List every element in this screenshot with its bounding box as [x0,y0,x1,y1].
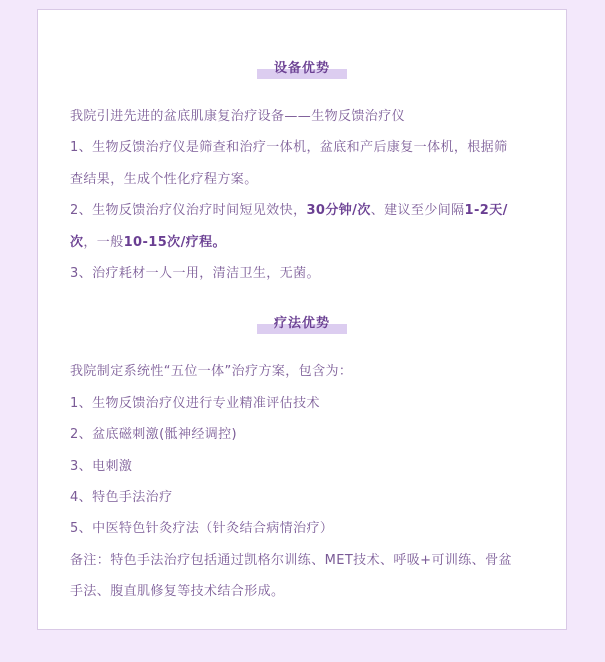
equipment-item-2-line-1 [70,203,540,219]
treatment-interval: 1-2天/ [464,203,508,218]
therapy-item: 4、特色手法治疗 [70,490,173,505]
equipment-item-3: 3、治疗耗材一人一用，清洁卫生，无菌。 [70,266,320,281]
equipment-item-2-text: 2、生物反馈治疗仪治疗时间短见效快， [70,203,307,218]
equipment-item-1-line-1: 1、生物反馈治疗仪是筛查和治疗一体机，盆底和产后康复一体机，根据筛 [70,140,508,155]
therapy-note-line-1: 备注：特色手法治疗包括通过凯格尔训练、MET技术、呼吸+可训练、骨盆 [70,553,512,568]
section-title-text: 疗法优势 [273,316,330,331]
therapy-intro: 我院制定系统性“五位一体”治疗方案，包含为： [70,364,353,379]
therapy-item: 2、盆底磁刺激(骶神经调控) [70,427,238,442]
therapy-note-line-2: 手法、腹直肌修复等技术结合形成。 [70,584,285,599]
equipment-intro: 我院引进先进的盆底肌康复治疗设备——生物反馈治疗仪 [70,109,406,124]
therapy-item: 3、电刺激 [70,459,133,474]
equipment-item-2-text: ，一般 [83,235,124,250]
treatment-course: 10-15次/疗程。 [123,235,226,250]
therapy-item: 1、生物反馈治疗仪进行专业精准评估技术 [70,396,320,411]
equipment-item-2-line-2 [70,235,540,251]
equipment-item-2-text: 次 [70,235,84,250]
equipment-item-2-text: 、建议至少间隔 [370,203,465,218]
section-title-text: 设备优势 [273,61,330,76]
equipment-item-1-line-2: 查结果，生成个性化疗程方案。 [70,172,258,187]
section-equipment-title [38,57,566,76]
section-therapy-title [38,312,566,331]
content-card [37,9,567,630]
treatment-duration: 30分钟/次 [306,203,371,218]
therapy-item: 5、中医特色针灸疗法（针灸结合病情治疗） [70,521,334,536]
